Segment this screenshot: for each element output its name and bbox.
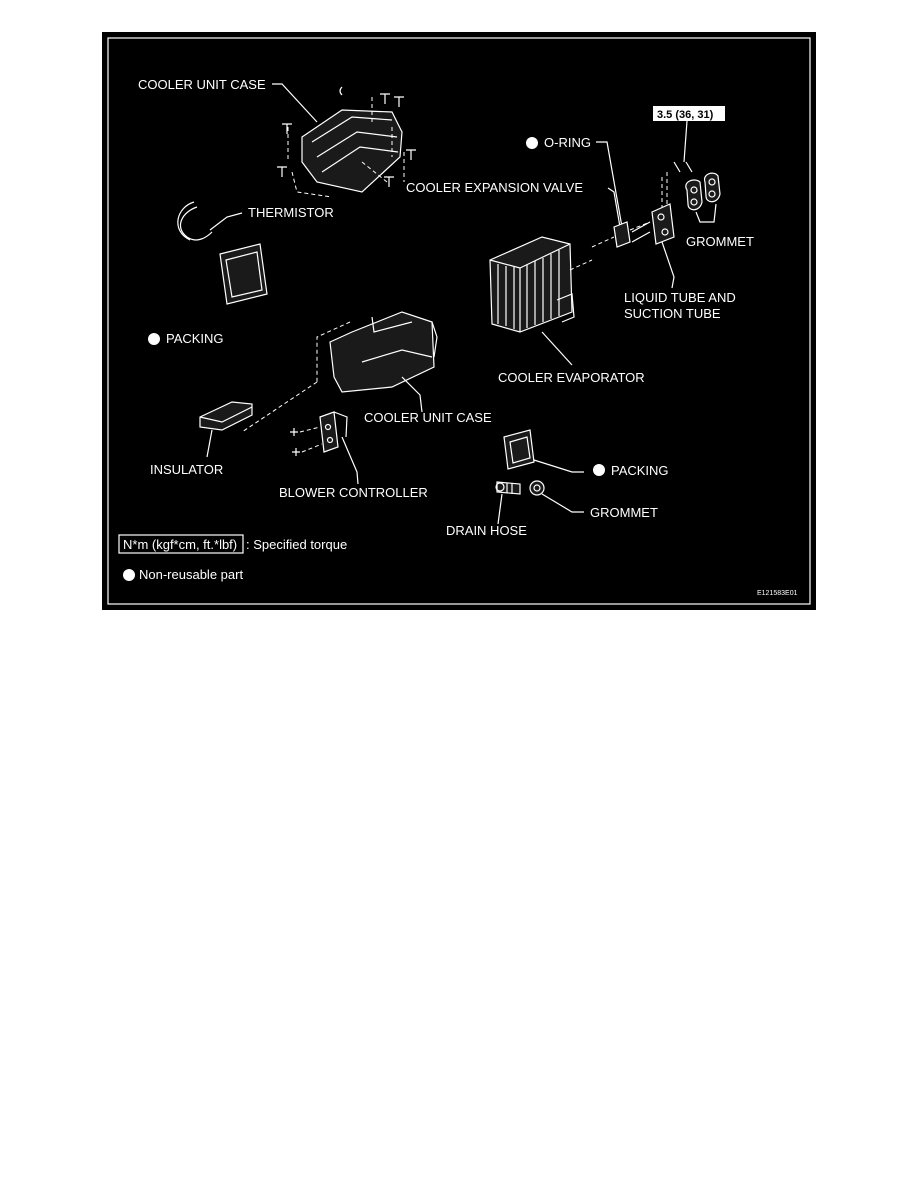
leader-blower-controller: [342, 437, 358, 484]
label-torque-value: 3.5 (36, 31): [657, 109, 714, 121]
legend-non-reusable-mark: [123, 569, 135, 581]
cooler-evaporator: [490, 237, 592, 332]
leader-insulator: [207, 430, 212, 457]
diagram-canvas: [102, 32, 816, 610]
label-grommet-lower: GROMMET: [590, 505, 658, 520]
label-packing-right: PACKING: [611, 463, 669, 478]
blower-controller: [290, 412, 347, 456]
insulator: [200, 402, 252, 430]
legend-nonreusable-desc: Non-reusable part: [139, 567, 244, 582]
leader-case-upper: [272, 84, 317, 122]
grommet-lower: [530, 481, 544, 495]
label-cooler-unit-case-upper: COOLER UNIT CASE: [138, 77, 266, 92]
drain-hose: [496, 482, 520, 494]
leader-packing-right: [534, 460, 584, 472]
label-packing-left: PACKING: [166, 331, 224, 346]
label-cooler-expansion-valve: COOLER EXPANSION VALVE: [406, 180, 583, 195]
leader-evaporator: [542, 332, 572, 365]
legend-torque-unit: N*m (kgf*cm, ft.*lbf): [123, 537, 238, 552]
label-thermistor: THERMISTOR: [248, 205, 334, 220]
leader-grommet-lower: [542, 494, 584, 512]
label-liquid-tube-line1: LIQUID TUBE AND: [624, 290, 736, 305]
leader-thermistor: [210, 213, 242, 230]
grommet-upper: [686, 173, 720, 210]
non-reusable-mark-packing-left: [148, 333, 160, 345]
liquid-suction-tube-flange: [632, 204, 674, 244]
exploded-diagram: [102, 32, 816, 610]
label-liquid-tube-line2: SUCTION TUBE: [624, 306, 721, 321]
label-blower-controller: BLOWER CONTROLLER: [279, 485, 428, 500]
leader-torque: [684, 121, 687, 162]
packing-right: [504, 430, 534, 469]
label-drain-hose: DRAIN HOSE: [446, 523, 527, 538]
figure-code: E121583E01: [757, 590, 798, 597]
leader-drain-hose: [498, 494, 502, 524]
leader-liquid-tube: [662, 242, 674, 288]
leader-case-lower: [402, 377, 422, 412]
legend-torque-desc: : Specified torque: [246, 537, 348, 552]
expansion-valve: [592, 222, 650, 247]
non-reusable-mark-packing-right: [593, 464, 605, 476]
non-reusable-mark-o-ring: [526, 137, 538, 149]
label-o-ring: O-RING: [544, 135, 591, 150]
label-insulator: INSULATOR: [150, 462, 224, 477]
upper-cooler-unit-case: [288, 97, 404, 197]
diagram-frame: [108, 38, 810, 604]
thermistor: [178, 202, 212, 240]
label-cooler-unit-case-lower: COOLER UNIT CASE: [364, 410, 492, 425]
packing-left: [220, 244, 267, 304]
label-grommet-upper: GROMMET: [686, 234, 754, 249]
label-cooler-evaporator: COOLER EVAPORATOR: [498, 370, 645, 385]
